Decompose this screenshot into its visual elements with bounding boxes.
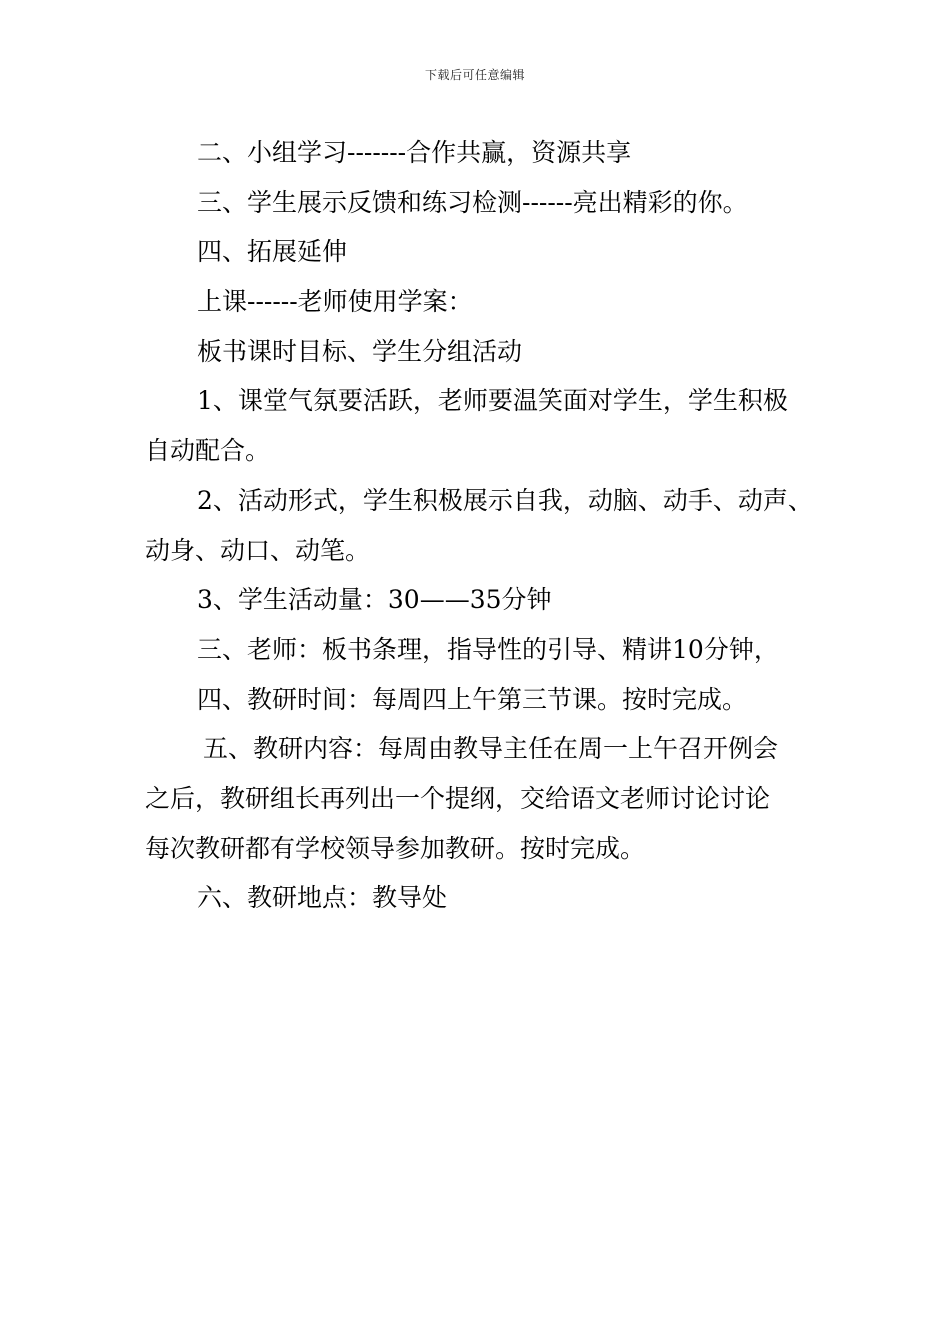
paragraph-line: 1、课堂气氛要活跃，老师要温笑面对学生，学生积极 [197,386,788,416]
paragraph-line: 二、小组学习-------合作共赢，资源共享 [197,138,632,167]
paragraph-line: 三、学生展示反馈和练习检测------亮出精彩的你。 [197,187,748,217]
paragraph-line: 2、活动形式，学生积极展示自我，动脑、动手、动声、 [197,485,813,515]
paragraph-line: 四、教研时间：每周四上午第三节课。按时完成。 [197,684,748,714]
paragraph-line: 3、学生活动量：30——35分钟 [197,585,552,615]
paragraph-line: 自动配合。 [145,436,271,466]
paragraph-line: 每次教研都有学校领导参加教研。按时完成。 [145,833,646,863]
document-body [145,128,835,923]
paragraph-line: 板书课时目标、学生分组活动 [197,336,523,366]
paragraph-line: 三、老师：板书条理，指导性的引导、精讲10分钟， [197,634,779,664]
page-header-note: 下载后可任意编辑 [424,68,525,82]
paragraph-line: 六、教研地点：教导处 [197,883,448,913]
paragraph-line: 动身、动口、动笔。 [145,535,371,565]
paragraph-line: 五、教研内容：每周由教导主任在周一上午召开例会 [203,734,779,764]
paragraph-line: 上课------老师使用学案： [197,287,473,317]
paragraph-line: 四、拓展延伸 [197,237,348,267]
paragraph-line: 之后，教研组长再列出一个提纲，交给语文老师讨论讨论 [145,783,771,813]
